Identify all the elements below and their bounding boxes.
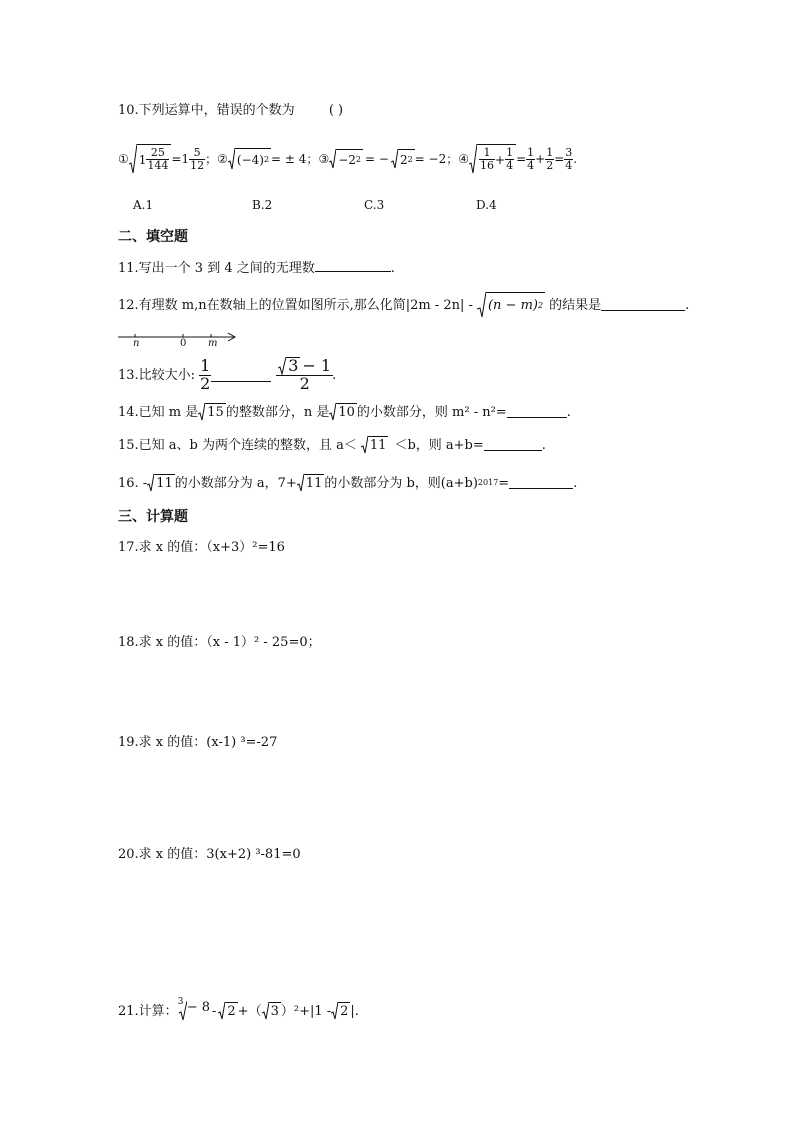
radical-q21-2: 3 <box>262 1002 281 1020</box>
radical-q16-1: 11 <box>147 474 175 492</box>
cube-root-q21: 3 − 8 <box>178 1001 210 1021</box>
radical-3: −2 2 <box>329 149 363 169</box>
axis-label-m: m <box>208 338 218 349</box>
sqrt-sign <box>361 436 368 454</box>
q10-formulas: ① 1 $\frac{25}{144}$ =1 $\frac{5}{12}$ ； ② (−4) 2 = ± 4 ； ③ −2 2 = − 2 2 = −2 ； ④ $\frac{1}{16}$ + $\frac{1}{4}$ = $\frac{1}{4}$ + $\frac{1}{2}$ = $\frac{3}{4}$ . <box>118 145 578 172</box>
q10-option-b: B.2 <box>252 198 273 212</box>
sqrt-sign <box>147 474 154 492</box>
axis-label-0: 0 <box>180 338 187 349</box>
sqrt-sign <box>129 144 137 174</box>
q10-stem <box>118 104 343 117</box>
sqrt-sign <box>469 144 477 174</box>
q10-answer-paren: ( ) <box>328 103 344 118</box>
radical-2: (−4) 2 <box>228 148 271 170</box>
q13: 13.比较大小: $\frac{1}{2}$ 3 − 1 2 . <box>118 355 337 394</box>
q10-option-c: C.3 <box>364 198 385 212</box>
radical-q15: 11 <box>361 436 389 454</box>
q14-answer-blank[interactable] <box>507 417 567 418</box>
radical-q14-2: 10 <box>329 403 357 421</box>
q10-option-d: D.4 <box>476 198 497 212</box>
sqrt-sign <box>391 149 398 169</box>
q10-option-a: A.1 <box>133 198 154 212</box>
radical-q21-3: 2 <box>331 1002 350 1020</box>
sqrt-sign <box>477 292 486 318</box>
radical-q13: 3 <box>278 357 300 375</box>
radical-q12: (n − m) 2 <box>477 292 545 318</box>
q10-mark-3: ③ <box>318 152 330 166</box>
q19: 19.求 x 的值：(x-1) ³=-27 <box>118 735 278 750</box>
sqrt-sign <box>228 148 235 170</box>
sqrt-sign <box>262 1002 269 1020</box>
q18: 18.求 x 的值：（x - 1）² - 25=0； <box>118 635 321 650</box>
radical-5: $\frac{1}{16}$ + $\frac{1}{4}$ <box>469 144 516 174</box>
sqrt-sign <box>329 403 336 421</box>
q10-stem-text: 10.下列运算中，错误的个数为 <box>118 103 295 118</box>
q17: 17.求 x 的值：（x+3）²=16 <box>118 540 285 555</box>
sqrt-sign <box>331 1002 338 1020</box>
q10-mark-4: ④ <box>458 152 470 166</box>
section-fill-in: 二、填空题 <box>118 229 188 245</box>
radical-q14-1: 15 <box>198 403 226 421</box>
q14: 14.已知 m 是 15 的整数部分，n 是 10 的小数部分，则 m² - n²= . <box>118 404 571 420</box>
sqrt-sign <box>198 403 205 421</box>
q20: 20.求 x 的值：3(x+2) ³-81=0 <box>118 847 301 862</box>
q16: 16. - 11 的小数部分为 a，7+ 11 的小数部分为 b，则(a+b) 2017 = . <box>118 475 578 491</box>
q10-mark-1: ① <box>118 152 129 166</box>
q11-answer-blank[interactable] <box>315 271 391 272</box>
sqrt-sign <box>329 149 336 169</box>
sqrt-sign <box>297 474 304 492</box>
radical-q21-1: 2 <box>218 1002 237 1020</box>
q15: 15.已知 a、b 为两个连续的整数，且 a＜ 11 ＜b，则 a+b= . <box>118 437 546 453</box>
q10-mark-2: ② <box>217 152 228 166</box>
q11: 11.写出一个 3 到 4 之间的无理数 . <box>118 261 395 276</box>
q16-answer-blank[interactable] <box>509 488 573 489</box>
q12-answer-blank[interactable] <box>601 310 685 311</box>
radical-4: 2 2 <box>391 149 415 169</box>
q15-answer-blank[interactable] <box>484 450 542 451</box>
axis-label-n: n <box>133 338 140 349</box>
q13-compare-blank[interactable] <box>211 381 271 382</box>
radical-1: 1 $\frac{25}{144}$ <box>129 144 172 174</box>
sqrt-sign <box>218 1002 225 1020</box>
q12: 12.有理数 m,n在数轴上的位置如图所示,那么化简|2m - 2n| - (n − m) 2 的结果是 . <box>118 292 689 318</box>
radical-q16-2: 11 <box>297 474 325 492</box>
q21: 21.计算： 3 − 8 - 2 +（ 3 ）²+|1 - 2 |. <box>118 997 359 1019</box>
sqrt-sign <box>278 357 286 375</box>
section-calculation: 三、计算题 <box>118 509 188 525</box>
